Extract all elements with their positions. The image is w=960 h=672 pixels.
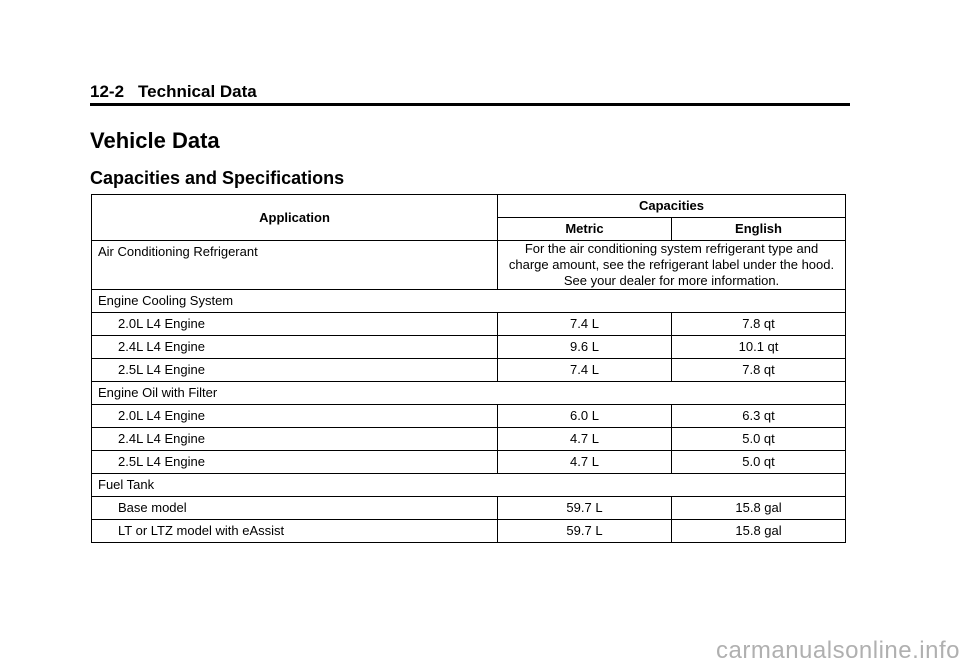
table-row: [92, 428, 846, 451]
capacities-table: [91, 194, 846, 543]
row-name: 2.0L L4 Engine: [92, 405, 498, 428]
table-group-cooling: [92, 290, 846, 313]
row-name: Base model: [92, 497, 498, 520]
row-name: 2.4L L4 Engine: [92, 336, 498, 359]
row-metric: 4.7 L: [498, 428, 672, 451]
section-title: Vehicle Data: [90, 128, 220, 153]
table-group-oil: [92, 382, 846, 405]
header-application: Application: [92, 195, 498, 241]
row-english: 10.1 qt: [672, 336, 846, 359]
watermark-text: carmanualsonline.info: [716, 637, 960, 664]
table-row: [92, 336, 846, 359]
subsection-title: Capacities and Specifications: [90, 168, 345, 188]
row-english: 5.0 qt: [672, 451, 846, 474]
row-english: 6.3 qt: [672, 405, 846, 428]
row-english: 5.0 qt: [672, 428, 846, 451]
group-label: Engine Oil with Filter: [92, 382, 846, 405]
row-name: LT or LTZ model with eAssist: [92, 520, 498, 543]
table-row: [92, 451, 846, 474]
row-english: 15.8 gal: [672, 497, 846, 520]
group-label: Fuel Tank: [92, 474, 846, 497]
row-name: 2.4L L4 Engine: [92, 428, 498, 451]
row-metric: 4.7 L: [498, 451, 672, 474]
header-divider: [90, 103, 850, 106]
table-group-fuel: [92, 474, 846, 497]
chapter-title: Technical Data: [138, 82, 257, 101]
row-metric: 7.4 L: [498, 359, 672, 382]
row-english: 15.8 gal: [672, 520, 846, 543]
table-header-row: [92, 195, 846, 218]
ac-label: Air Conditioning Refrigerant: [92, 241, 498, 290]
row-name: 2.5L L4 Engine: [92, 451, 498, 474]
table-row: [92, 497, 846, 520]
page-number: 12-2: [90, 82, 125, 101]
row-metric: 59.7 L: [498, 497, 672, 520]
table-row: [92, 520, 846, 543]
ac-note: For the air conditioning system refrigerant type and charge amount, see the refrigerant label under the hood. See your dealer for more information.: [498, 241, 846, 290]
header-capacities: Capacities: [498, 195, 846, 218]
table-row-ac: [92, 241, 846, 290]
table-row: [92, 405, 846, 428]
group-label: Engine Cooling System: [92, 290, 846, 313]
header-metric: Metric: [498, 218, 672, 241]
table-row: [92, 313, 846, 336]
header-english: English: [672, 218, 846, 241]
page-header: [90, 82, 850, 102]
row-name: 2.5L L4 Engine: [92, 359, 498, 382]
row-metric: 9.6 L: [498, 336, 672, 359]
row-metric: 6.0 L: [498, 405, 672, 428]
row-english: 7.8 qt: [672, 359, 846, 382]
row-english: 7.8 qt: [672, 313, 846, 336]
table-row: [92, 359, 846, 382]
row-metric: 59.7 L: [498, 520, 672, 543]
row-name: 2.0L L4 Engine: [92, 313, 498, 336]
row-metric: 7.4 L: [498, 313, 672, 336]
